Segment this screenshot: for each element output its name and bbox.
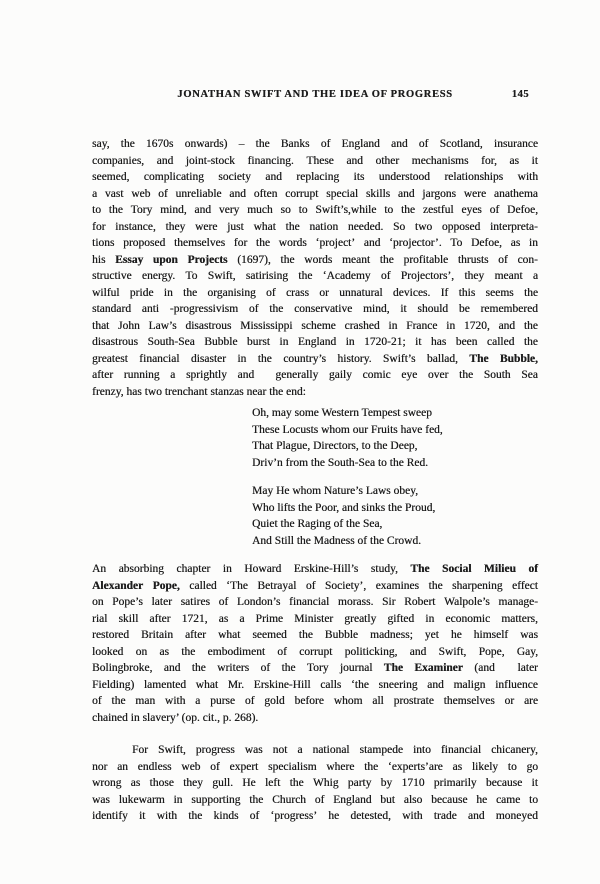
text-line: Alexander Pope, called ‘The Betrayal of Society’, examines the sharpening effect — [92, 579, 538, 592]
text-line: standard anti -progressivism of the conservative mind, it should be remembered — [92, 303, 538, 315]
verse-stanza — [252, 405, 538, 471]
text-line: a vast web of unreliable and often corrupt special skills and jargons were anathema — [92, 187, 538, 200]
text-line: And Still the Madness of the Crowd. — [252, 534, 421, 547]
text-line: For Swift, progress was not a national stampede into financial chicanery, — [132, 744, 538, 756]
header-title: JONATHAN SWIFT AND THE IDEA OF PROGRESS — [177, 89, 453, 100]
text-line: after running a sprightly and generally gaily comic eye over the South Sea — [92, 369, 538, 381]
text-line: frenzy, has two trenchant stanzas near the end: — [92, 385, 306, 398]
paragraph — [92, 561, 538, 726]
text-line: of the man with a purse of gold before whom all prostrate themselves or are — [92, 695, 538, 707]
text-line: An absorbing chapter in Howard Erskine-Hill’s study, The Social Milieu of — [92, 563, 538, 575]
text-line: wrong as those they gull. He left the Whig party by 1710 primarily because it — [92, 777, 538, 789]
text-line: that John Law’s disastrous Mississippi scheme crashed in France in 1720, and the — [92, 319, 538, 332]
verse-stanza — [252, 483, 538, 549]
paragraph — [92, 136, 538, 400]
text-line: Oh, may some Western Tempest sweep — [252, 407, 432, 419]
text-line: identify it with the kinds of ‘progress’ he detested, with trade and moneyed — [92, 810, 538, 822]
text-line: wilful pride in the organising of crass or unnatural devices. If this seems the — [92, 286, 538, 299]
page-body — [92, 136, 538, 825]
text-line: disastrous South-Sea Bubble burst in England in 1720-21; it has been called the — [92, 336, 538, 348]
text-line: nor an endless web of expert specialism where the ‘experts’are as likely to go — [92, 760, 538, 773]
text-line: Driv’n from the South-Sea to the Red. — [252, 456, 428, 469]
page-number: 145 — [511, 89, 529, 100]
text-line: chained in slavery’ (op. cit., p. 268). — [92, 711, 259, 724]
text-line: structive energy. To Swift, satirising the ‘Academy of Projectors’, they meant a — [92, 270, 538, 282]
text-line: That Plague, Directors, to the Deep, — [252, 440, 418, 452]
text-line: greatest financial disaster in the country’s history. Swift’s ballad, The Bubble, — [92, 352, 538, 365]
text-line: tions proposed themselves for the words ‘project’ and ‘projector’. To Defoe, as in — [92, 237, 538, 249]
paragraph — [92, 742, 538, 825]
text-line: Fielding) lamented what Mr. Erskine-Hill calls ‘the sneering and malign influence — [92, 678, 538, 691]
text-line: Bolingbroke, and the writers of the Tory journal The Examiner (and later — [92, 662, 538, 674]
text-line: May He whom Nature’s Laws obey, — [252, 485, 418, 497]
text-line: for instance, they were just what the nation needed. So two opposed interpreta- — [92, 220, 538, 233]
text-line: was lukewarm in supporting the Church of England but also because he came to — [92, 793, 538, 806]
text-line: say, the 1670s onwards) – the Banks of England and of Scotland, insurance — [92, 138, 538, 150]
text-line: to the Tory mind, and very much so to Swift’s,while to the zestful eyes of Defoe, — [92, 204, 538, 216]
text-line: These Locusts whom our Fruits have fed, — [252, 423, 443, 436]
text-line: Who lifts the Poor, and sinks the Proud, — [252, 501, 436, 514]
text-line: his Essay upon Projects (1697), the words meant the profitable thrusts of con- — [92, 253, 538, 266]
text-line: seemed, complicating society and replacing its understood relationships with — [92, 171, 538, 183]
text-line: rial skill after 1721, as a Prime Minister greatly gifted in economic matters, — [92, 612, 538, 625]
text-line: looked on as the embodiment of corrupt politicking, and Swift, Pope, Gay, — [92, 645, 538, 658]
text-line: companies, and joint-stock financing. These and other mechanisms for, as it — [92, 154, 538, 167]
text-line: Quiet the Raging of the Sea, — [252, 518, 383, 530]
running-header — [92, 89, 538, 104]
text-line: restored Britain after what seemed the Bubble madness; yet he himself was — [92, 629, 538, 641]
text-line: on Pope’s later satires of London’s financial morass. Sir Robert Walpole’s manage- — [92, 596, 538, 608]
